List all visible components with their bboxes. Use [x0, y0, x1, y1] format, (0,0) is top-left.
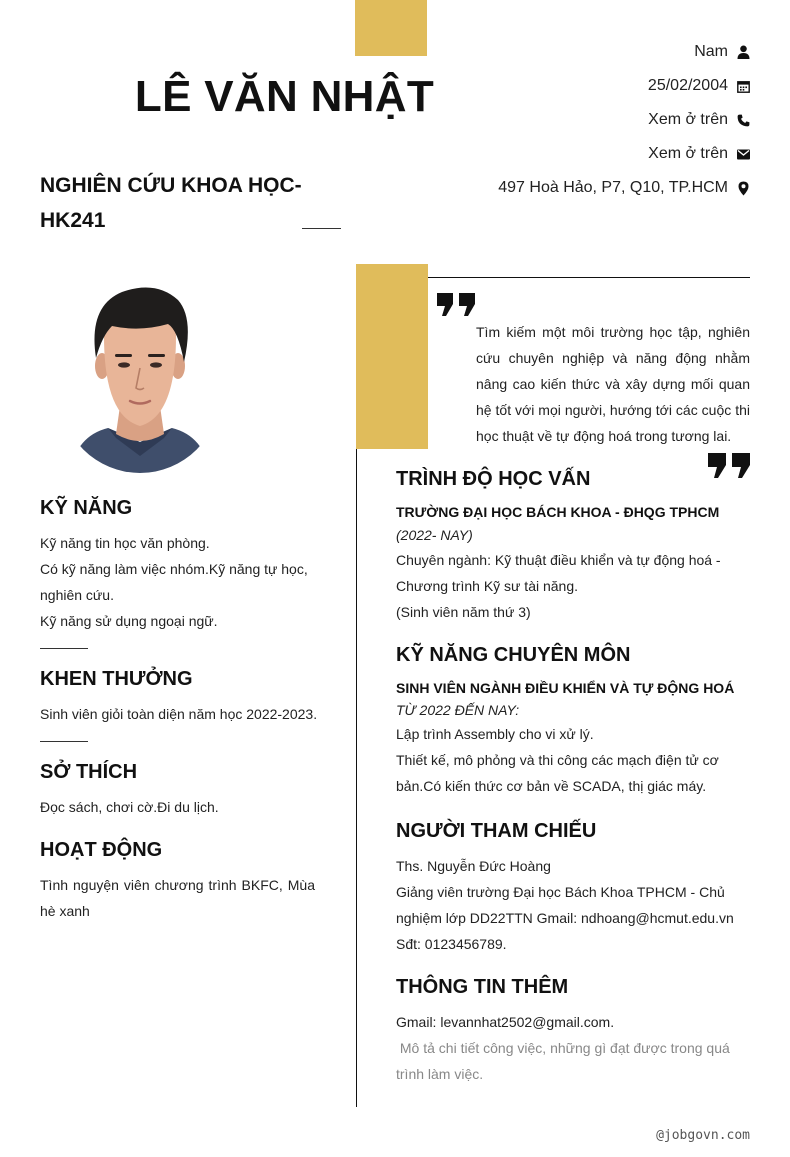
education-period: (2022- NAY) — [396, 527, 473, 543]
objective-top-rule — [428, 277, 750, 278]
person-icon — [736, 45, 750, 59]
expertise-role: SINH VIÊN NGÀNH ĐIỀU KHIỂN VÀ TỰ ĐỘNG HOÁ — [396, 680, 735, 696]
extra-info-block — [396, 1009, 750, 1087]
references-block — [396, 853, 750, 957]
reference-detail: Giảng viên trường Đại học Bách Khoa TPHCM - Chủ nghiệm lớp DD22TTN Gmail: ndhoang@hcmut.edu.vn — [396, 884, 734, 926]
column-divider — [356, 449, 357, 1107]
expertise-line: Lập trình Assembly cho vi xử lý. — [396, 726, 594, 742]
awards-divider — [40, 741, 88, 742]
education-block — [396, 501, 750, 625]
phone-icon — [736, 113, 750, 127]
contact-gender — [694, 42, 750, 62]
title-underline — [302, 228, 341, 229]
expertise-line: Thiết kế, mô phỏng và thi công các mạch điện tử cơ bản.Có kiến thức cơ bản về SCADA, thị giác máy. — [396, 752, 719, 794]
hobbies-text: Đọc sách, chơi cờ.Đi du lịch. — [40, 799, 219, 815]
contact-email-value: Xem ở trên — [648, 145, 728, 162]
expertise-title: KỸ NĂNG CHUYÊN MÔN — [396, 644, 631, 666]
contact-birthdate-value: 25/02/2004 — [647, 77, 728, 94]
footer-watermark: @jobgovn.com — [656, 1128, 750, 1143]
location-icon — [736, 181, 750, 195]
expertise-block — [396, 677, 750, 799]
contact-address-value: 497 Hoà Hảo, P7, Q10, TP.HCM — [498, 179, 728, 196]
extra-email: Gmail: levannhat2502@gmail.com. — [396, 1014, 615, 1030]
skills-line: Kỹ năng tin học văn phòng. — [40, 535, 210, 551]
skills-title: KỸ NĂNG — [40, 497, 133, 519]
hobbies-title: SỞ THÍCH — [40, 761, 138, 783]
expertise-period: TỪ 2022 ĐẾN NAY: — [396, 702, 520, 718]
extra-hint: Mô tả chi tiết công việc, những gì đạt được trong quá trình làm việc. — [396, 1040, 734, 1082]
education-school: TRƯỜNG ĐẠI HỌC BÁCH KHOA - ĐHQG TPHCM — [396, 504, 720, 520]
contact-phone-value: Xem ở trên — [648, 111, 728, 128]
open-quote-icon — [437, 293, 475, 322]
activities-text: Tình nguyện viên chương trình BKFC, Mùa hè xanh — [40, 877, 315, 919]
activities-title: HOẠT ĐỘNG — [40, 839, 163, 861]
extra-info-title: THÔNG TIN THÊM — [396, 976, 569, 998]
contact-gender-value: Nam — [694, 43, 728, 60]
contact-email — [648, 144, 750, 164]
close-quote-icon — [708, 453, 750, 484]
skills-divider — [40, 648, 88, 649]
skills-list — [40, 530, 315, 634]
candidate-name: LÊ VĂN NHẬT — [134, 72, 434, 121]
calendar-icon — [736, 79, 750, 93]
avatar — [60, 266, 220, 473]
top-accent-block — [355, 0, 427, 56]
position-title: NGHIÊN CỨU KHOA HỌC- HK241 — [40, 174, 302, 232]
awards-title: KHEN THƯỞNG — [40, 668, 193, 690]
contact-phone — [648, 110, 750, 130]
objective-text: Tìm kiếm một môi trường học tập, nghiên cứu chuyên nghiệp và năng động nhằm nâng cao kiến thức và xây dựng mối quan hệ tốt với mọi người, hướng tới các cuộc thi học thuật về tự động hoá trong tương lai. — [476, 324, 750, 444]
education-line: (Sinh viên năm thứ 3) — [396, 604, 531, 620]
awards-text: Sinh viên giỏi toàn diện năm học 2022-2023. — [40, 706, 318, 722]
references-title: NGƯỜI THAM CHIẾU — [396, 820, 597, 842]
education-title: TRÌNH ĐỘ HỌC VẤN — [396, 468, 591, 490]
reference-phone: Sđt: 0123456789. — [396, 936, 507, 952]
contact-address — [498, 178, 750, 198]
skills-line: Có kỹ năng làm việc nhóm.Kỹ năng tự học, nghiên cứu. — [40, 561, 308, 603]
skills-line: Kỹ năng sử dụng ngoại ngữ. — [40, 613, 218, 629]
objective-accent-block — [356, 264, 428, 449]
contact-birthdate — [648, 76, 750, 96]
reference-name: Ths. Nguyễn Đức Hoàng — [396, 858, 551, 874]
email-icon — [736, 147, 750, 161]
education-line: Chuyên ngành: Kỹ thuật điều khiển và tự động hoá - Chương trình Kỹ sư tài năng. — [396, 552, 721, 594]
